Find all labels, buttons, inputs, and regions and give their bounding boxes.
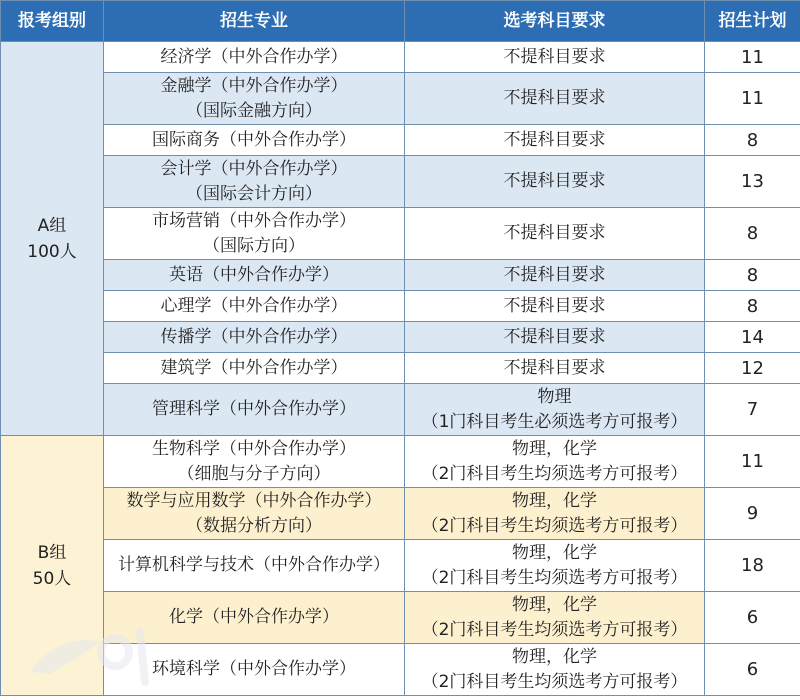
- table-row: [1, 208, 800, 260]
- major-cell: [104, 156, 405, 208]
- requirement-cell: [405, 540, 705, 592]
- requirement-cell: [405, 125, 705, 156]
- header-group: 报考组别: [1, 1, 104, 42]
- plan-cell-line: 12: [741, 357, 764, 379]
- table-row: [1, 540, 800, 592]
- requirement-cell-line: 物理，化学: [512, 490, 597, 511]
- group-a-line2: 100人: [27, 241, 77, 262]
- requirement-cell-line: （2门科目考生均须选考方可报考）: [421, 567, 688, 588]
- plan-cell: [705, 291, 800, 322]
- major-cell-line: 经济学（中外合作办学）: [160, 46, 348, 67]
- major-cell-line: 环境科学（中外合作办学）: [152, 659, 356, 679]
- plan-cell: [705, 644, 800, 696]
- table-row: [1, 125, 800, 156]
- table-row: [1, 644, 800, 696]
- table-row: [1, 42, 800, 73]
- major-cell-line: （细胞与分子方向）: [177, 463, 331, 484]
- major-cell: [104, 125, 405, 156]
- requirement-cell-line: 不提科目要求: [503, 88, 606, 108]
- table-row: [1, 384, 800, 436]
- plan-cell-line: 8: [746, 295, 759, 317]
- header-plan: 招生计划: [705, 1, 800, 42]
- requirement-cell-line: （1门科目考生必须选考方可报考）: [421, 411, 688, 432]
- major-cell-line: （数据分析方向）: [186, 515, 322, 536]
- major-cell-line: 英语（中外合作办学）: [169, 264, 339, 285]
- major-cell-line: 会计学（中外合作办学）: [160, 158, 348, 179]
- plan-cell-line: 11: [741, 46, 764, 68]
- requirement-cell-line: （2门科目考生均须选考方可报考）: [421, 671, 688, 692]
- table-row: [1, 291, 800, 322]
- requirement-cell-line: 不提科目要求: [503, 295, 606, 316]
- requirement-cell-line: 物理，化学: [512, 438, 597, 459]
- plan-cell-line: 8: [746, 223, 759, 244]
- requirement-cell: [405, 436, 705, 488]
- table-row: [1, 322, 800, 353]
- requirement-cell-line: 不提科目要求: [503, 223, 606, 243]
- major-cell: [104, 488, 405, 540]
- major-cell-line: 生物科学（中外合作办学）: [152, 438, 356, 459]
- major-cell-line: 心理学（中外合作办学）: [160, 295, 348, 316]
- plan-cell: [705, 436, 800, 488]
- requirement-cell: [405, 73, 705, 125]
- plan-cell: [705, 384, 800, 436]
- major-cell: [104, 540, 405, 592]
- plan-cell-line: 6: [746, 659, 759, 680]
- requirement-cell-line: 物理，化学: [512, 594, 597, 615]
- requirement-cell-line: 不提科目要求: [503, 357, 606, 378]
- major-cell: [104, 436, 405, 488]
- major-cell: [104, 208, 405, 260]
- table-row: [1, 156, 800, 208]
- plan-cell: [705, 73, 800, 125]
- table-row: [1, 73, 800, 125]
- header-requirement: 选考科目要求: [405, 1, 705, 42]
- requirement-cell: [405, 384, 705, 436]
- group-a-line1: A组: [37, 215, 67, 236]
- plan-cell-line: 18: [741, 555, 764, 576]
- plan-cell: [705, 540, 800, 592]
- major-cell-line: 数学与应用数学（中外合作办学）: [126, 490, 382, 511]
- requirement-cell-line: 不提科目要求: [503, 46, 606, 67]
- requirement-cell-line: （2门科目考生均须选考方可报考）: [421, 463, 688, 484]
- major-cell-line: （国际会计方向）: [186, 183, 322, 204]
- major-cell-line: 计算机科学与技术（中外合作办学）: [118, 555, 390, 575]
- major-cell: [104, 353, 405, 384]
- requirement-cell-line: 不提科目要求: [503, 171, 606, 191]
- plan-cell: [705, 592, 800, 644]
- plan-cell-line: 9: [746, 503, 759, 524]
- plan-cell: [705, 322, 800, 353]
- plan-cell: [705, 125, 800, 156]
- group-b-line2: 50人: [32, 568, 72, 589]
- table-body: [1, 42, 800, 696]
- requirement-cell-line: 物理，化学: [512, 646, 597, 667]
- major-cell-line: 市场营销（中外合作办学）: [152, 210, 356, 231]
- requirement-cell-line: 物理: [537, 386, 572, 407]
- requirement-cell: [405, 291, 705, 322]
- plan-cell-line: 14: [741, 326, 764, 348]
- requirement-cell: [405, 260, 705, 291]
- requirement-cell-line: 不提科目要求: [503, 129, 606, 150]
- requirement-cell-line: 物理，化学: [512, 542, 597, 563]
- major-cell-line: 传播学（中外合作办学）: [160, 326, 348, 347]
- major-cell-line: 国际商务（中外合作办学）: [152, 129, 356, 150]
- plan-cell-line: 8: [746, 129, 759, 151]
- major-cell: [104, 260, 405, 291]
- requirement-cell: [405, 592, 705, 644]
- table-row: [1, 436, 800, 488]
- plan-cell-line: 6: [746, 607, 759, 628]
- plan-cell-line: 11: [741, 451, 764, 472]
- plan-cell: [705, 488, 800, 540]
- header-major: 招生专业: [104, 1, 405, 42]
- major-cell: [104, 322, 405, 353]
- major-cell: [104, 42, 405, 73]
- requirement-cell: [405, 644, 705, 696]
- requirement-cell: [405, 353, 705, 384]
- group-b-cell: [1, 436, 104, 696]
- plan-cell-line: 7: [746, 399, 759, 420]
- major-cell: [104, 384, 405, 436]
- requirement-cell: [405, 208, 705, 260]
- group-b-line1: B组: [37, 542, 67, 563]
- table-row: [1, 260, 800, 291]
- major-cell: [104, 644, 405, 696]
- major-cell-line: 化学（中外合作办学）: [169, 607, 339, 627]
- requirement-cell-line: 不提科目要求: [503, 264, 606, 285]
- plan-cell: [705, 260, 800, 291]
- major-cell-line: 建筑学（中外合作办学）: [160, 357, 348, 378]
- major-cell: [104, 73, 405, 125]
- requirement-cell: [405, 322, 705, 353]
- plan-cell: [705, 42, 800, 73]
- requirement-cell-line: 不提科目要求: [503, 326, 606, 347]
- requirement-cell: [405, 156, 705, 208]
- major-cell-line: （国际金融方向）: [186, 100, 322, 121]
- major-cell-line: 金融学（中外合作办学）: [160, 75, 348, 96]
- plan-cell: [705, 208, 800, 260]
- plan-cell-line: 13: [741, 171, 764, 192]
- requirement-cell-line: （2门科目考生均须选考方可报考）: [421, 619, 688, 640]
- table-header-row: [1, 1, 800, 42]
- table-row: [1, 488, 800, 540]
- requirement-cell-line: （2门科目考生均须选考方可报考）: [421, 515, 688, 536]
- plan-cell-line: 8: [746, 264, 759, 286]
- major-cell: [104, 592, 405, 644]
- group-a-cell: [1, 42, 104, 436]
- requirement-cell: [405, 488, 705, 540]
- plan-cell: [705, 156, 800, 208]
- plan-cell: [705, 353, 800, 384]
- major-cell: [104, 291, 405, 322]
- plan-cell-line: 11: [741, 88, 764, 109]
- requirement-cell: [405, 42, 705, 73]
- table-row: [1, 592, 800, 644]
- major-cell-line: 管理科学（中外合作办学）: [152, 399, 356, 419]
- table-row: [1, 353, 800, 384]
- major-cell-line: （国际方向）: [203, 235, 305, 256]
